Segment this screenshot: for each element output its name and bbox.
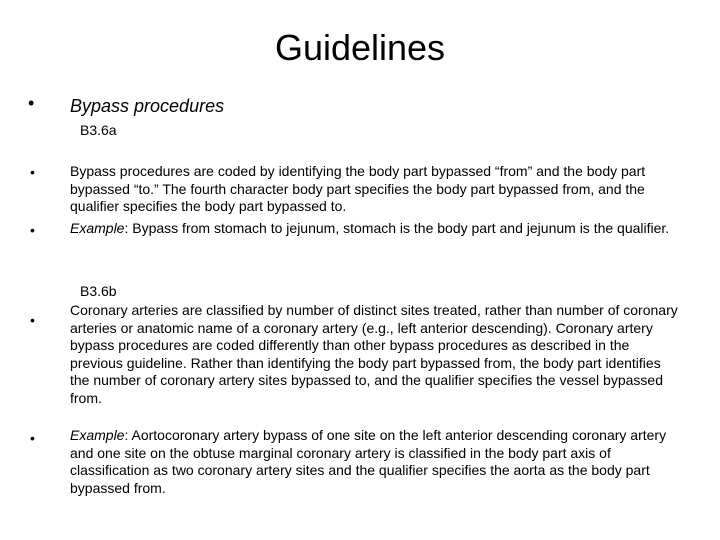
bullet-marker: •: [30, 164, 35, 180]
bullet-marker: •: [28, 93, 35, 113]
guideline-ref-a: B3.6a: [80, 122, 117, 138]
example-label: Example: [70, 220, 125, 236]
example-2: [70, 427, 680, 497]
section-heading: Bypass procedures: [70, 96, 225, 116]
example-label: Example: [70, 427, 125, 443]
paragraph-bypass-rule: Bypass procedures are coded by identifying the body part bypassed “from” and the body part bypassed “to.” The fourth character body part specifies the body part bypassed from, and the qualifier specifies the body part bypassed to.: [70, 163, 646, 214]
paragraph-coronary-rule: Coronary arteries are classified by number of distinct sites treated, rather than number of coronary arteries or anatomic name of a coronary artery (e.g., left anterior descending). Coronary artery bypass procedures are coded differently than other bypass procedures as described in the previous guideline. Rather than identifying the body part bypassed from, the body part identifies the number of coronary artery sites bypassed to, and the qualifier specifies the vessel bypassed from.: [70, 302, 678, 406]
example-1-text: : Bypass from stomach to jejunum, stomach is the body part and jejunum is the qualifier.: [124, 220, 670, 236]
bullet-marker: •: [30, 312, 35, 328]
slide-title: Guidelines: [274, 27, 446, 68]
bullet-marker: •: [30, 430, 35, 446]
example-2-text: : Aortocoronary artery bypass of one site on the left anterior descending coronary artery and one site on the obtuse marginal coronary artery is classified in the body part axis of classification as two coronary artery sites and the qualifier specifies the aorta as the body part bypassed from.: [70, 427, 667, 496]
guideline-ref-b: B3.6b: [80, 283, 117, 299]
bullet-marker: •: [30, 222, 35, 238]
example-1: [70, 220, 680, 238]
